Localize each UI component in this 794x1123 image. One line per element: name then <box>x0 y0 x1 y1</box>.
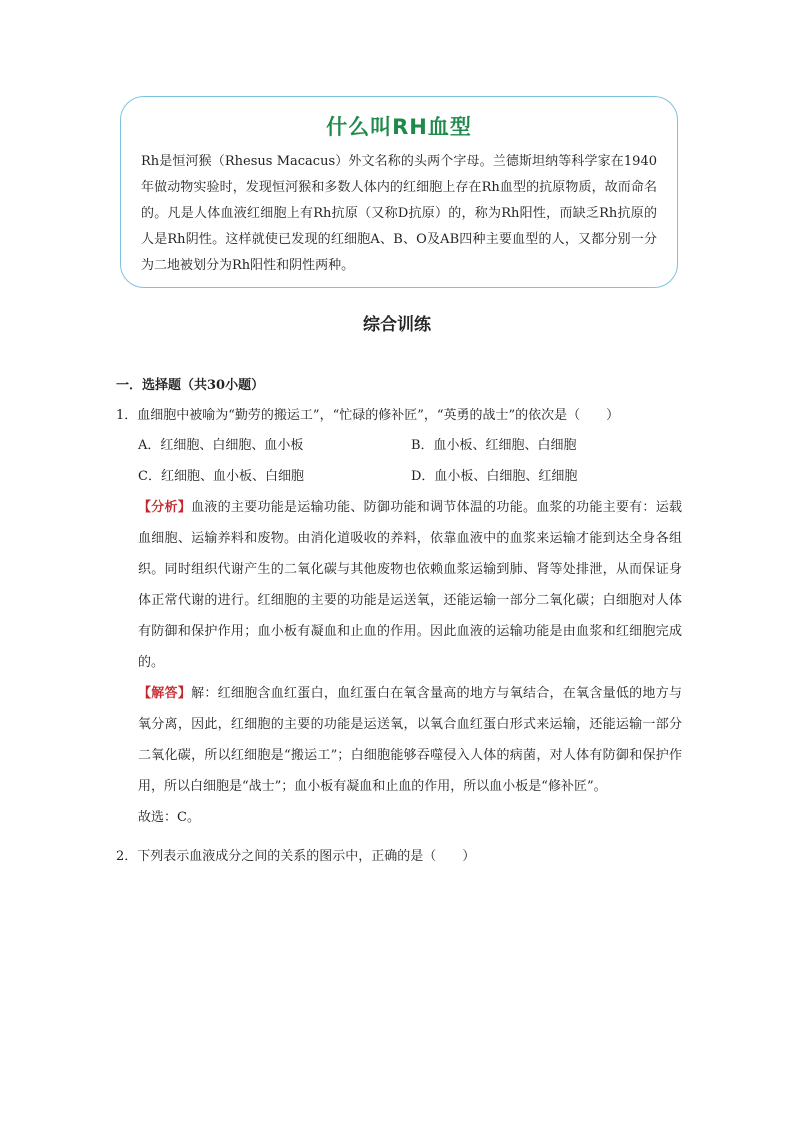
option-b: B．血小板、红细胞、白细胞 <box>411 438 577 453</box>
option-d: D．血小板、白细胞、红细胞 <box>411 469 578 484</box>
question-text: 下列表示血液成分之间的关系的图示中，正确的是（ ） <box>137 849 476 864</box>
question-stem <box>116 843 682 871</box>
question-text: 血细胞中被喻为“勤劳的搬运工”，“忙碌的修补匠”，“英勇的战士”的依次是（ ） <box>137 408 620 423</box>
solution-text: 解：红细胞含血红蛋白，血红蛋白在氧含量高的地方与氧结合，在氧含量低的地方与氧分离，因此，红细胞的主要的功能是运送氧，以氧合血红蛋白形式来运输，还能运输一部分二氧化碳，所以红细胞是“搬运工”；白细胞能够吞噬侵入人体的病菌，对人体有防御和保护作用，所以白细胞是“战士”；血小板有凝血和止血的作用，所以血小板是“修补匠”。 <box>138 686 682 794</box>
analysis-tag: 【分析】 <box>138 500 192 515</box>
solution-tag: 【解答】 <box>138 686 192 701</box>
options <box>138 430 682 492</box>
question-list <box>116 376 682 871</box>
question-1 <box>116 402 682 833</box>
question-stem <box>116 402 682 430</box>
analysis-text: 血液的主要功能是运输功能、防御功能和调节体温的功能。血浆的功能主要有：运载血细胞、运输养料和废物。由消化道吸收的养料，依靠血液中的血浆来运输才能到达全身各组织。同时组织代谢产生的二氧化碳与其他废物也依赖血浆运输到肺、肾等处排泄，从而保证身体正常代谢的进行。红细胞的主要的功能是运送氧，还能运输一部分二氧化碳；白细胞对人体有防御和保护作用；血小板有凝血和止血的作用。因此血液的运输功能是由血浆和红细胞完成的。 <box>138 500 682 670</box>
section-title: 综合训练 <box>363 315 431 335</box>
part-heading: 一．选择题（共30小题） <box>116 378 265 393</box>
option-a: A．红细胞、白细胞、血小板 <box>138 438 304 453</box>
info-box-body: Rh是恒河猴（Rhesus Macacus）外文名称的头两个字母。兰德斯坦纳等科学家在1940年做动物实验时，发现恒河猴和多数人体内的红细胞上存在Rh血型的抗原物质，故而命名的。凡是人体血液红细胞上有Rh抗原（又称D抗原）的，称为Rh阳性，而缺乏Rh抗原的人是Rh阴性。这样就使已发现的红细胞A、B、O及AB四种主要血型的人，又都分别一分为二地被划分为Rh阳性和阴性两种。 <box>141 154 657 273</box>
answer: 故选：C。 <box>138 810 200 825</box>
question-2 <box>116 843 682 871</box>
info-box <box>120 96 678 288</box>
analysis <box>138 492 682 678</box>
question-number: 2． <box>116 849 138 864</box>
info-box-title: 什么叫RH血型 <box>326 115 472 139</box>
option-c: C．红细胞、血小板、白细胞 <box>138 469 304 484</box>
question-number: 1． <box>116 408 138 423</box>
solution <box>138 678 682 802</box>
